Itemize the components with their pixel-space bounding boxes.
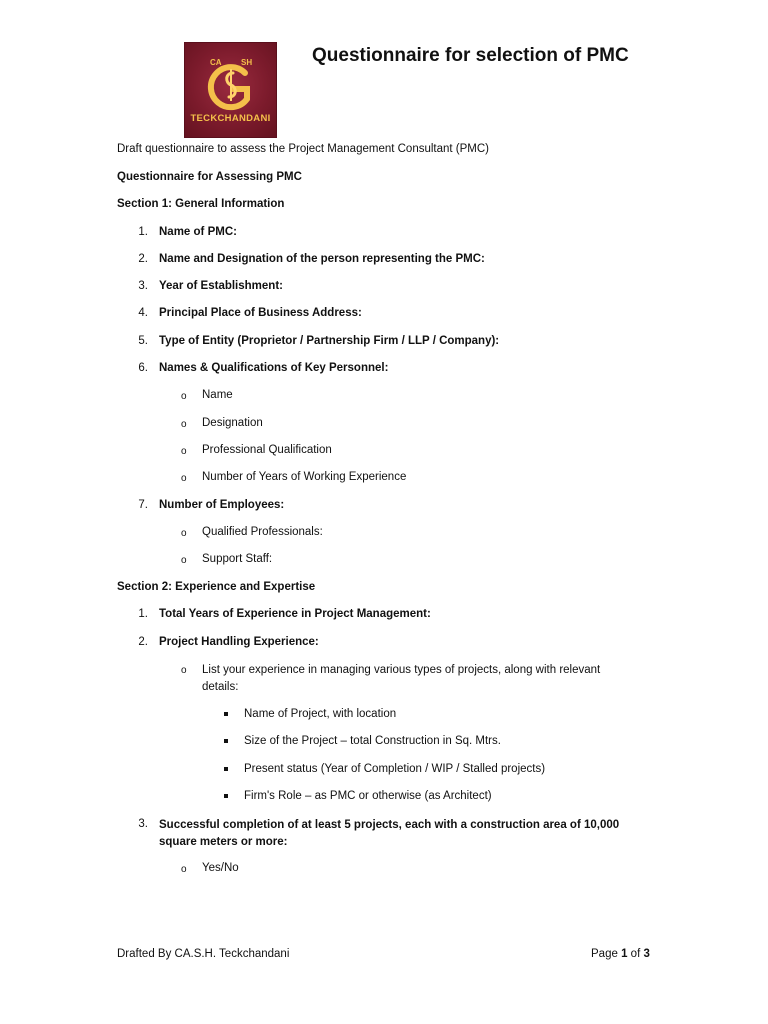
- s2-item2-text: Project Handling Experience:: [159, 636, 319, 648]
- s2-item3-text: Successful completion of at least 5 projects, each with a construction area of 10,000 square meters or more:: [159, 819, 620, 848]
- s1-item4-text: Principal Place of Business Address:: [159, 307, 362, 319]
- current-page: 1: [621, 948, 628, 960]
- footer-drafted-by: Drafted By CA.S.H. Teckchandani: [117, 948, 290, 960]
- hollow-bullet-icon: o: [181, 391, 187, 402]
- logo-ca-text: CA: [210, 58, 222, 67]
- s2-subsub-project-name: Name of Project, with location: [244, 708, 397, 720]
- hollow-bullet-icon: o: [181, 419, 187, 430]
- s1-item7-sub-support-staff: Support Staff:: [202, 553, 273, 565]
- hollow-bullet-icon: o: [181, 864, 187, 875]
- s1-item7-number: 7.: [138, 499, 148, 511]
- intro-text: Draft questionnaire to assess the Project Management Consultant (PMC): [117, 143, 490, 155]
- s1-item2-number: 2.: [138, 253, 148, 265]
- s1-item7-text: Number of Employees:: [159, 499, 285, 511]
- s2-item2-number: 2.: [138, 636, 148, 648]
- of-label: of: [630, 948, 641, 960]
- square-bullet-icon: [224, 794, 228, 798]
- s2-subsub-present-status: Present status (Year of Completion / WIP / Stalled projects): [244, 763, 546, 775]
- teckchandani-logo: [184, 42, 277, 138]
- s1-item3-number: 3.: [138, 280, 148, 292]
- hollow-bullet-icon: o: [181, 555, 187, 566]
- s1-item3-text: Year of Establishment:: [159, 280, 283, 292]
- page-label: Page: [591, 948, 618, 960]
- hollow-bullet-icon: o: [181, 665, 187, 676]
- s2-item3-number: 3.: [138, 818, 148, 830]
- s1-item1-number: 1.: [138, 226, 148, 238]
- footer-page-number: [591, 948, 650, 960]
- s1-item6-sub-qualification: Professional Qualification: [202, 444, 332, 456]
- section1-title: Section 1: General Information: [117, 198, 285, 210]
- s2-subsub-project-size: Size of the Project – total Construction in Sq. Mtrs.: [244, 735, 501, 747]
- s2-item1-number: 1.: [138, 608, 148, 620]
- s1-item5-number: 5.: [138, 335, 148, 347]
- s1-item7-sub-professionals: Qualified Professionals:: [202, 526, 323, 538]
- questionnaire-heading: Questionnaire for Assessing PMC: [117, 171, 302, 183]
- s1-item6-sub-experience: Number of Years of Working Experience: [202, 471, 407, 483]
- hollow-bullet-icon: o: [181, 528, 187, 539]
- document-title: Questionnaire for selection of PMC: [312, 45, 629, 66]
- s2-subsub-firm-role: Firm's Role – as PMC or otherwise (as Architect): [244, 790, 492, 802]
- s1-item1-text: Name of PMC:: [159, 226, 237, 238]
- total-pages: 3: [643, 948, 650, 960]
- s1-item6-text: Names & Qualifications of Key Personnel:: [159, 362, 389, 374]
- s1-item6-number: 6.: [138, 362, 148, 374]
- hollow-bullet-icon: o: [181, 473, 187, 484]
- s1-item5-text: Type of Entity (Proprietor / Partnership Firm / LLP / Company):: [159, 335, 500, 347]
- square-bullet-icon: [224, 739, 228, 743]
- s1-item2-text: Name and Designation of the person representing the PMC:: [159, 253, 485, 265]
- s1-item4-number: 4.: [138, 307, 148, 319]
- logo-sh-text: SH: [241, 58, 253, 67]
- s2-item3-sub-yes-no: Yes/No: [202, 862, 239, 874]
- hollow-bullet-icon: o: [181, 446, 187, 457]
- square-bullet-icon: [224, 712, 228, 716]
- section2-title: Section 2: Experience and Expertise: [117, 581, 316, 593]
- s2-item2-sub-text: List your experience in managing various types of projects, along with relevant details:: [202, 664, 601, 693]
- square-bullet-icon: [224, 767, 228, 771]
- s1-item6-sub-designation: Designation: [202, 417, 263, 429]
- s2-item1-text: Total Years of Experience in Project Management:: [159, 608, 431, 620]
- s1-item6-sub-name: Name: [202, 389, 233, 401]
- logo-name-text: TECKCHANDANI: [190, 113, 271, 124]
